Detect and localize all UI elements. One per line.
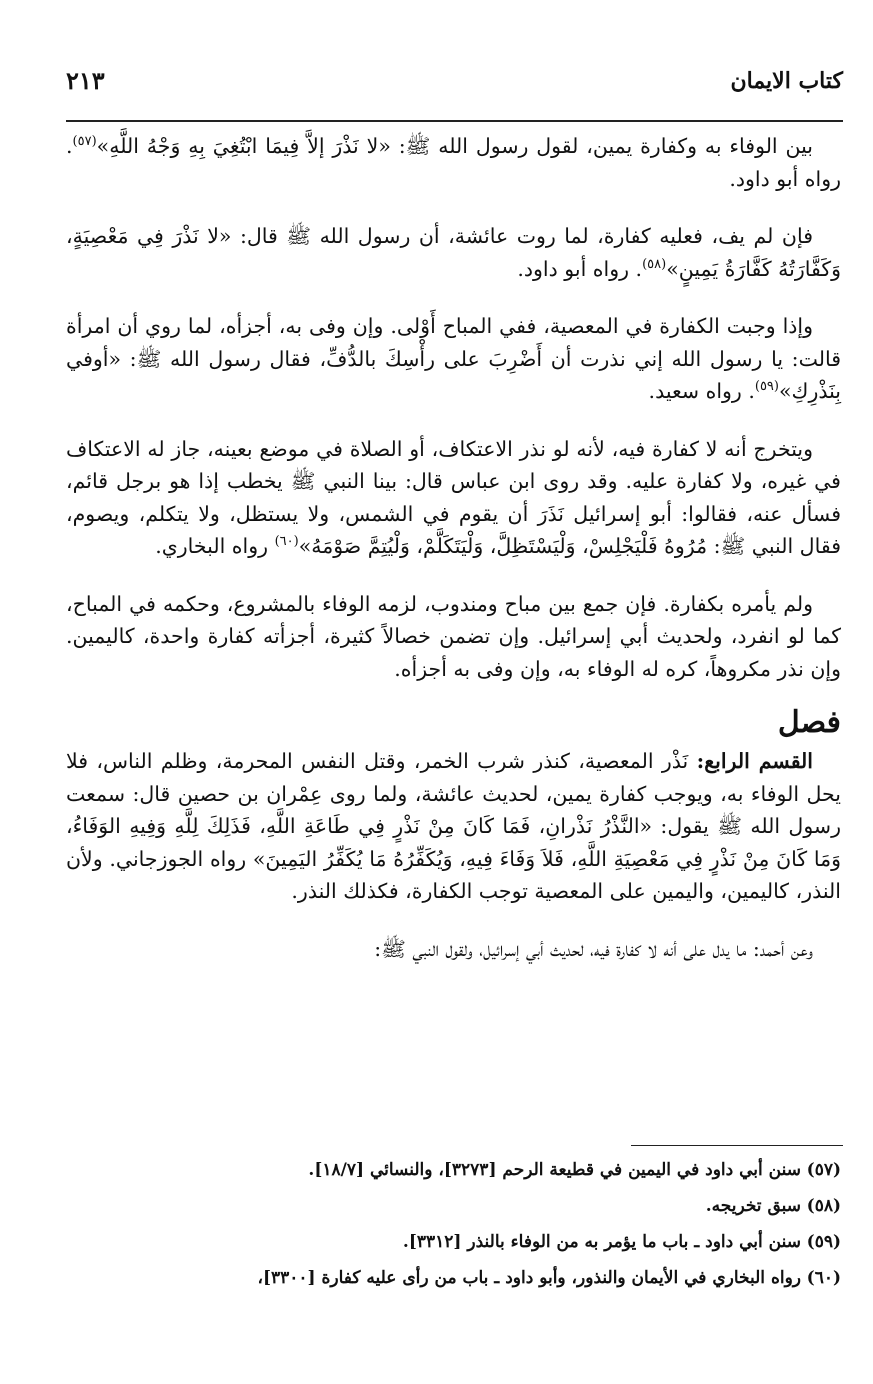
paragraph-4 [66,433,841,563]
footnote-number: (٥٨) [806,1196,841,1216]
body-text [66,130,841,990]
paragraph-2-tail: . رواه أبو داود. [517,256,643,281]
paragraph-3-text: وإذا وجبت الكفارة في المعصية، ففي المباح أَوْلى. وإن وفى به، أجزأه، لما روي أن امرأة قالت: يا رسول الله إني نذرت أن أَضْرِبَ على رأْسِكَ بالدُّفِّ، فقال رسول الله ﷺ: «أوفي بِنَذْرِكِ» [66,314,841,403]
footnote-number: (٥٧) [806,1160,841,1180]
footnote-ref-59: (٥٩) [754,379,779,395]
paragraph-5-text: ولم يأمره بكفارة. فإن جمع بين مباح ومندوب، لزمه الوفاء بالمشروع، وحكمه في المباح، كما لو انفرد، ولحديث أبي إسرائيل. وإن تضمن خصالاً كثيرة، أجزأته كفارة واحدة، كاليمين. وإن نذر مكروهاً، كره له الوفاء به، وإن وفى به أجزأه. [66,591,841,681]
chapter-title: كتاب الايمان [730,68,843,94]
footnote-text: سبق تخريجه. [705,1196,801,1216]
paragraph-6 [66,745,841,908]
paragraph-3-tail: . رواه سعيد. [648,379,755,403]
footnote-ref-60: (٦٠) [274,534,299,550]
footnote-60 [66,1260,841,1296]
paragraph-6-text: نَذْر المعصية، كنذر شرب الخمر، وقتل النفس المحرمة، وظلم الناس، فلا يحل الوفاء به، ويوجب كفارة يمين، لحديث عائشة، ولما روى عِمْران بن حصين قال: سمعت رسول الله ﷺ يقول: «النَّذْرُ نَذْرانِ، فَمَا كَانَ مِنْ نَذْرٍ فِي طَاعَةِ اللَّهِ، فَذَلِكَ لِلَّهِ وَفِيهِ الوَفَاءُ، وَمَا كَانَ مِنْ نَذْرٍ فِي مَعْصِيَةِ اللَّهِ، فَلاَ وَفَاءَ فِيهِ، وَيُكَفِّرُهُ مَا يُكَفِّرُ اليَمِينَ» رواه الجوزجاني. ولأن النذر، كاليمين، واليمين على المعصية توجب الكفارة، فكذلك النذر. [66,749,841,903]
paragraph-2 [66,220,841,285]
paragraph-3 [66,310,841,408]
paragraph-4-tail: رواه البخاري. [155,534,275,558]
paragraph-7-text: وعن أحمد: ما يدل على أنه لا كفارة فيه، لحديث أبي إسرائيل، ولقول النبي ﷺ: [374,936,813,961]
footnote-ref-58: (٥٨) [642,256,667,272]
footnotes [66,1152,841,1296]
footnote-text: سنن أبي داود ـ باب ما يؤمر به من الوفاء بالنذر [٣٣١٢]. [402,1232,801,1252]
paragraph-7 [66,933,841,966]
paragraph-1-tail: . رواه أبو داود. [66,134,841,191]
footnote-number: (٥٩) [806,1232,841,1252]
page-number: ٢١٣ [66,66,105,95]
footnote-text: سنن أبي داود في اليمين في قطيعة الرحم [٣٢٧٣]، والنسائي [١٨/٧]. [308,1160,801,1180]
paragraph-6-lead-term: القسم الرابع: [696,749,813,773]
paragraph-1-text: بين الوفاء به وكفارة يمين، لقول رسول الله ﷺ: «لا نَذْرَ إلاَّ فِيمَا ابْتُغِيَ بِهِ وَجْهُ اللَّهِ» [96,134,813,158]
footnote-57 [66,1152,841,1188]
footnote-ref-57: (٥٧) [72,134,97,150]
paragraph-1 [66,130,841,195]
paragraph-4-text: ويتخرج أنه لا كفارة فيه، لأنه لو نذر الاعتكاف، أو الصلاة في موضع بعينه، جاز له الاعتكاف في غيره، ولا كفارة عليه. وقد روى ابن عباس قال: بينا النبي ﷺ يخطب إذا هو برجل قائم، فسأل عنه، فقالوا: أبو إسرائيل نَذَرَ أن يقوم في الشمس، ولا يستظل، ولا يتكلم، ويصوم، فقال النبي ﷺ: مُرُوهُ فَلْيَجْلِسْ، وَلْيَسْتَظِلَّ، وَلْيَتَكَلَّمْ، وَلْيُتِمَّ صَوْمَهُ» [66,436,841,558]
header-divider [66,120,843,122]
paragraph-5 [66,588,841,686]
footnote-59 [66,1224,841,1260]
footnote-58 [66,1188,841,1224]
running-header [66,62,843,102]
footnote-number: (٦٠) [806,1268,841,1288]
paragraph-2-text: فإن لم يف، فعليه كفارة، لما روت عائشة، أن رسول الله ﷺ قال: «لا نَذْرَ فِي مَعْصِيَةٍ، وَكَفَّارَتُهُ كَفَّارَةُ يَمِينٍ» [66,224,841,281]
section-heading: فصل [777,705,841,740]
footnote-divider [631,1145,843,1146]
footnote-text: رواه البخاري في الأيمان والنذور، وأبو داود ـ باب من رأى عليه كفارة [٣٣٠٠]، [257,1268,801,1288]
